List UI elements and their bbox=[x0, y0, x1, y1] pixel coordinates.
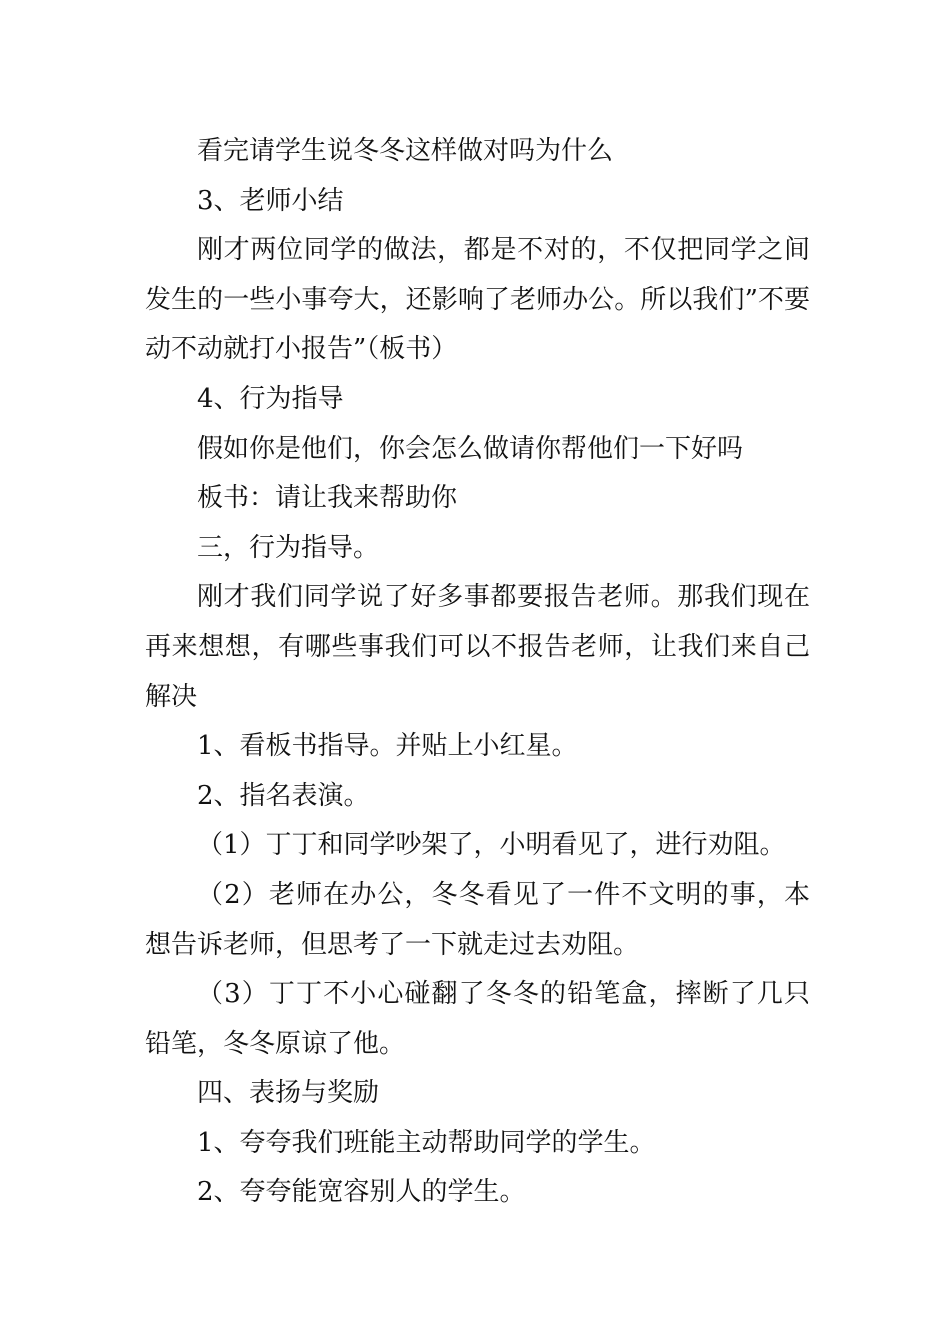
section-heading: 三，行为指导。 bbox=[197, 532, 380, 563]
list-item: 2、夸夸能宽容别人的学生。 bbox=[197, 1177, 526, 1208]
list-item: （2）老师在办公，冬冬看见了一件不文明的事，本想告诉老师，但思考了一下就走过去劝阻。 bbox=[145, 879, 810, 960]
document-body bbox=[145, 127, 810, 1218]
list-item: 2、指名表演。 bbox=[197, 780, 370, 811]
list-item: 1、夸夸我们班能主动帮助同学的学生。 bbox=[197, 1127, 656, 1158]
paragraph: 刚才两位同学的做法，都是不对的，不仅把同学之间发生的一些小事夸大，还影响了老师办公。所以我们”不要动不动就打小报告”（板书） bbox=[145, 235, 810, 365]
paragraph: 看完请学生说冬冬这样做对吗为什么 bbox=[197, 136, 614, 166]
paragraph: 刚才我们同学说了好多事都要报告老师。那我们现在再来想想，有哪些事我们可以不报告老师，让我们来自己解决 bbox=[145, 582, 810, 712]
section-heading: 4、行为指导 bbox=[197, 383, 344, 414]
section-heading: 3、老师小结 bbox=[197, 185, 344, 216]
paragraph: 假如你是他们，你会怎么做请你帮他们一下好吗 bbox=[197, 433, 744, 464]
section-heading: 四、表扬与奖励 bbox=[197, 1078, 380, 1109]
list-item: （1）丁丁和同学吵架了，小明看见了，进行劝阻。 bbox=[197, 830, 786, 861]
paragraph: 板书：请让我来帮助你 bbox=[197, 483, 458, 514]
list-item: 1、看板书指导。并贴上小红星。 bbox=[197, 731, 578, 762]
list-item: （3）丁丁不小心碰翻了冬冬的铅笔盒，摔断了几只铅笔，冬冬原谅了他。 bbox=[145, 979, 810, 1059]
